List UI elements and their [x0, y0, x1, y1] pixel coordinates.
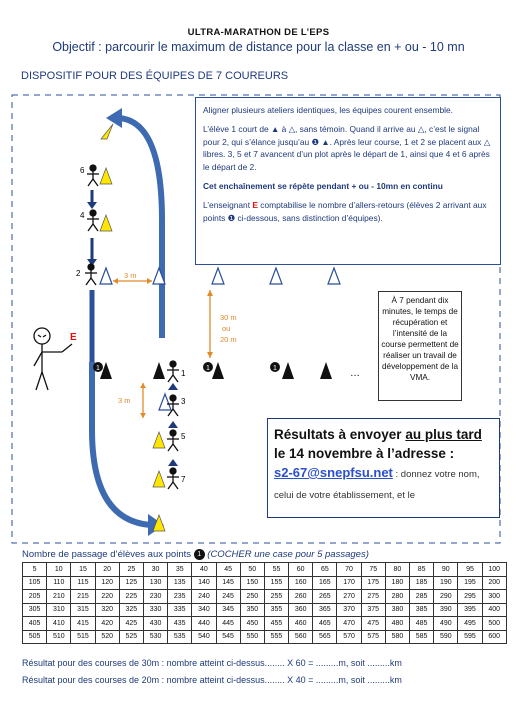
count-cell[interactable]: 595	[458, 630, 482, 644]
pass-count-table	[22, 562, 507, 644]
teacher-label: E	[70, 332, 77, 343]
runner-4	[87, 210, 99, 231]
count-cell[interactable]: 170	[337, 576, 361, 590]
count-cell[interactable]: 165	[313, 576, 337, 590]
count-cell[interactable]: 370	[337, 603, 361, 617]
count-cell[interactable]: 70	[337, 563, 361, 577]
count-cell[interactable]: 255	[264, 590, 288, 604]
dim-3m-top-label: 3 m	[124, 271, 137, 280]
table-row	[23, 603, 507, 617]
email-link[interactable]: s2-67@snepfsu.net	[274, 465, 393, 480]
table-row	[23, 630, 507, 644]
point-marker-1: 1	[194, 549, 205, 560]
count-cell[interactable]: 590	[434, 630, 458, 644]
results-deadline: au plus tard	[405, 427, 482, 442]
dim-distance-label-3: 20 m	[220, 335, 237, 344]
count-cell[interactable]: 495	[458, 617, 482, 631]
count-cell[interactable]: 260	[289, 590, 313, 604]
count-cell[interactable]: 265	[313, 590, 337, 604]
count-cell[interactable]: 380	[385, 603, 409, 617]
loop-arrowhead-top	[106, 108, 122, 128]
count-cell[interactable]: 10	[47, 563, 71, 577]
up-arrow	[168, 383, 178, 390]
count-cell[interactable]: 390	[434, 603, 458, 617]
cone-yellow-top	[101, 124, 113, 139]
count-cell[interactable]: 5	[23, 563, 47, 577]
table-row	[23, 617, 507, 631]
count-cell[interactable]: 20	[95, 563, 119, 577]
cone-outline	[100, 268, 112, 284]
count-cell[interactable]: 405	[23, 617, 47, 631]
count-cell[interactable]: 230	[143, 590, 167, 604]
count-cell[interactable]: 215	[71, 590, 95, 604]
cone-yellow	[100, 168, 112, 184]
count-cell[interactable]: 100	[482, 563, 506, 577]
count-cell[interactable]: 450	[240, 617, 264, 631]
count-cell[interactable]: 65	[313, 563, 337, 577]
results-line2: le 14 novembre à l’adresse :	[274, 446, 455, 461]
document-title: ULTRA-MARATHON DE L’EPS	[187, 27, 330, 38]
count-cell[interactable]: 525	[119, 630, 143, 644]
rules-box	[195, 97, 501, 265]
cone-yellow	[153, 471, 165, 487]
rules-p4-pre: L’enseignant	[203, 200, 253, 211]
count-cell[interactable]: 270	[337, 590, 361, 604]
count-cell[interactable]: 335	[168, 603, 192, 617]
count-cell[interactable]: 25	[119, 563, 143, 577]
count-cell[interactable]: 430	[143, 617, 167, 631]
rules-p4-teacher: E	[252, 200, 258, 211]
count-cell[interactable]: 470	[337, 617, 361, 631]
result-line-30m: Résultat pour des courses de 30m : nombre atteint ci-dessus........ X 60 = .........m, soit .........km	[22, 658, 402, 668]
ellipsis: …	[350, 368, 360, 379]
count-cell[interactable]: 120	[95, 576, 119, 590]
count-cell[interactable]: 340	[192, 603, 216, 617]
table-row	[23, 590, 507, 604]
count-cell[interactable]: 435	[168, 617, 192, 631]
count-cell[interactable]: 315	[71, 603, 95, 617]
count-cell[interactable]: 355	[264, 603, 288, 617]
runner-number-1: 1	[181, 369, 186, 378]
results-tail: : donnez votre nom, celui de votre établissement, et le	[274, 469, 480, 501]
count-cell[interactable]: 30	[143, 563, 167, 577]
svg-text:1: 1	[206, 365, 210, 372]
count-cell[interactable]: 210	[47, 590, 71, 604]
count-cell[interactable]: 105	[23, 576, 47, 590]
count-cell[interactable]: 280	[385, 590, 409, 604]
runner-number-4: 4	[80, 211, 85, 220]
runner-2	[85, 264, 97, 285]
count-cell[interactable]: 325	[119, 603, 143, 617]
count-cell[interactable]: 115	[71, 576, 95, 590]
count-cell[interactable]: 310	[47, 603, 71, 617]
runner-number-2: 2	[76, 269, 81, 278]
count-cell[interactable]: 125	[119, 576, 143, 590]
count-cell[interactable]: 130	[143, 576, 167, 590]
count-cell[interactable]: 290	[434, 590, 458, 604]
count-cell[interactable]: 55	[264, 563, 288, 577]
count-cell[interactable]: 575	[361, 630, 385, 644]
point-marker-1	[203, 362, 213, 372]
count-cell[interactable]: 95	[458, 563, 482, 577]
runner-number-6: 6	[80, 166, 85, 175]
count-cell[interactable]: 150	[240, 576, 264, 590]
count-cell[interactable]: 50	[240, 563, 264, 577]
cone-outline	[212, 268, 224, 284]
count-cell[interactable]: 570	[337, 630, 361, 644]
cone-outline	[270, 268, 282, 284]
count-cell[interactable]: 135	[168, 576, 192, 590]
count-cell[interactable]: 320	[95, 603, 119, 617]
svg-text:1: 1	[273, 365, 277, 372]
rules-paragraph-3: Cet enchaînement se répète pendant + ou - 10mn en continu	[203, 181, 443, 192]
count-cell[interactable]: 510	[47, 630, 71, 644]
count-cell[interactable]: 305	[23, 603, 47, 617]
count-cell[interactable]: 200	[482, 576, 506, 590]
count-cell[interactable]: 485	[410, 617, 434, 631]
runner-7	[167, 468, 179, 489]
up-arrow	[168, 421, 178, 428]
count-cell[interactable]: 155	[264, 576, 288, 590]
setup-heading: DISPOSITIF POUR DES ÉQUIPES DE 7 COUREURS	[21, 70, 289, 82]
count-cell[interactable]: 545	[216, 630, 240, 644]
cone-black	[282, 362, 294, 379]
count-cell[interactable]: 285	[410, 590, 434, 604]
count-cell[interactable]: 85	[410, 563, 434, 577]
count-cell[interactable]: 540	[192, 630, 216, 644]
runner-number-3: 3	[181, 397, 186, 406]
table-row	[23, 563, 507, 577]
count-cell[interactable]: 530	[143, 630, 167, 644]
count-cell[interactable]: 160	[289, 576, 313, 590]
svg-text:1: 1	[96, 365, 100, 372]
count-cell[interactable]: 500	[482, 617, 506, 631]
runner-number-7: 7	[181, 475, 186, 484]
runner-6	[87, 165, 99, 186]
count-cell[interactable]: 600	[482, 630, 506, 644]
count-cell[interactable]: 345	[216, 603, 240, 617]
count-cell[interactable]: 480	[385, 617, 409, 631]
count-cell[interactable]: 175	[361, 576, 385, 590]
count-cell[interactable]: 40	[192, 563, 216, 577]
count-cell[interactable]: 520	[95, 630, 119, 644]
point-marker-1	[270, 362, 280, 372]
count-cell[interactable]: 60	[289, 563, 313, 577]
count-cell[interactable]: 535	[168, 630, 192, 644]
cone-yellow	[153, 432, 165, 448]
runner-1	[167, 361, 179, 382]
count-cell[interactable]: 140	[192, 576, 216, 590]
results-box	[267, 418, 500, 518]
count-cell[interactable]: 75	[361, 563, 385, 577]
count-cell[interactable]: 220	[95, 590, 119, 604]
count-cell[interactable]: 225	[119, 590, 143, 604]
count-cell[interactable]: 250	[240, 590, 264, 604]
count-cell[interactable]: 235	[168, 590, 192, 604]
count-cell[interactable]: 460	[289, 617, 313, 631]
count-cell[interactable]: 415	[71, 617, 95, 631]
count-cell[interactable]: 560	[289, 630, 313, 644]
count-cell[interactable]: 190	[434, 576, 458, 590]
count-cell[interactable]: 330	[143, 603, 167, 617]
count-cell[interactable]: 420	[95, 617, 119, 631]
count-cell[interactable]: 245	[216, 590, 240, 604]
runner-number-5: 5	[181, 432, 186, 441]
count-cell[interactable]: 395	[458, 603, 482, 617]
rules-paragraph-4	[203, 199, 493, 224]
cone-outline	[328, 268, 340, 284]
count-cell[interactable]: 490	[434, 617, 458, 631]
point-marker-1	[93, 362, 103, 372]
cone-black	[320, 362, 332, 379]
count-cell[interactable]: 45	[216, 563, 240, 577]
count-cell[interactable]: 365	[313, 603, 337, 617]
count-cell[interactable]: 205	[23, 590, 47, 604]
count-cell[interactable]: 465	[313, 617, 337, 631]
count-cell[interactable]: 475	[361, 617, 385, 631]
up-arrow	[168, 459, 178, 466]
count-cell[interactable]: 90	[434, 563, 458, 577]
count-cell[interactable]: 515	[71, 630, 95, 644]
recovery-box: À 7 pendant dix minutes, le temps de récupération et l’intensité de la course permettent de réaliser un travail de développement de la VMA.	[378, 291, 462, 401]
count-cell[interactable]: 15	[71, 563, 95, 577]
count-cell[interactable]: 240	[192, 590, 216, 604]
rules-paragraph-1: Aligner plusieurs ateliers identiques, les équipes courent ensemble.	[203, 105, 453, 115]
count-cell[interactable]: 110	[47, 576, 71, 590]
count-cell[interactable]: 455	[264, 617, 288, 631]
count-cell[interactable]: 180	[385, 576, 409, 590]
count-cell[interactable]: 275	[361, 590, 385, 604]
count-cell[interactable]: 440	[192, 617, 216, 631]
table-heading-text: Nombre de passage d’élèves aux points	[22, 549, 191, 561]
rules-p4-post: comptabilise le nombre d’allers-retours (élèves 2 arrivant aux points ❶ ci-dessous, sans distinction d’équipes).	[203, 200, 487, 223]
table-heading-note: (COCHER une case pour 5 passages)	[207, 549, 369, 561]
count-cell[interactable]: 585	[410, 630, 434, 644]
objective-text: Objectif : parcourir le maximum de distance pour la classe en + ou - 10 mn	[52, 40, 465, 54]
count-cell[interactable]: 350	[240, 603, 264, 617]
count-cell[interactable]: 445	[216, 617, 240, 631]
loop-arrow-top	[118, 118, 162, 338]
count-cell[interactable]: 410	[47, 617, 71, 631]
count-cell[interactable]: 555	[264, 630, 288, 644]
count-cell[interactable]: 550	[240, 630, 264, 644]
table-row	[23, 576, 507, 590]
count-cell[interactable]: 80	[385, 563, 409, 577]
cone-yellow	[100, 215, 112, 231]
count-cell[interactable]: 360	[289, 603, 313, 617]
count-cell[interactable]: 400	[482, 603, 506, 617]
runner-5	[167, 430, 179, 451]
count-cell[interactable]: 185	[410, 576, 434, 590]
results-line1: Résultats à envoyer	[274, 427, 402, 442]
dim-3m-left-label: 3 m	[118, 396, 131, 405]
count-cell[interactable]: 145	[216, 576, 240, 590]
cone-outline	[159, 394, 171, 410]
count-cell[interactable]: 375	[361, 603, 385, 617]
count-cell[interactable]: 385	[410, 603, 434, 617]
rules-paragraph-2: L’élève 1 court de ▲ à △, sans témoin. Quand il arrive au △, c’est le signal pour 2, qui s’élance jusqu’au ❶ ▲. Après leur course, 1 et 2 se placent aux △ libres. 3, 5 et 7 avancent d’un plot après le départ de 1, ainsi que 4 et 6 après le départ de 2.	[203, 124, 491, 172]
count-cell[interactable]: 580	[385, 630, 409, 644]
count-cell[interactable]: 300	[482, 590, 506, 604]
count-cell[interactable]: 505	[23, 630, 47, 644]
result-line-20m: Résultat pour des courses de 20m : nombre atteint ci-dessus........ X 40 = .........m, soit .........km	[22, 675, 402, 685]
count-cell[interactable]: 35	[168, 563, 192, 577]
dim-distance-label-1: 30 m	[220, 313, 237, 322]
cone-black	[212, 362, 224, 379]
table-heading	[22, 549, 369, 560]
dim-distance-label-2: ou	[222, 324, 231, 333]
count-cell[interactable]: 425	[119, 617, 143, 631]
count-cell[interactable]: 195	[458, 576, 482, 590]
count-cell[interactable]: 295	[458, 590, 482, 604]
count-cell[interactable]: 565	[313, 630, 337, 644]
cone-black	[153, 362, 165, 379]
teacher-figure	[34, 328, 72, 390]
